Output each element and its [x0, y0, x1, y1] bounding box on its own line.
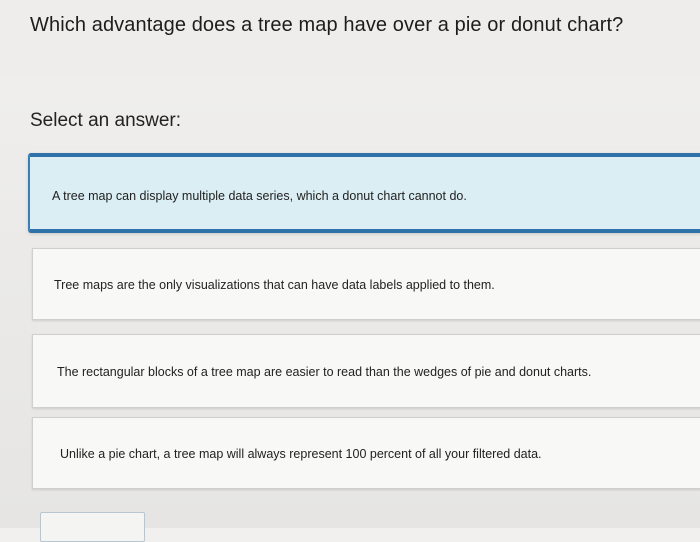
- answer-option-4-text: Unlike a pie chart, a tree map will always represent 100 percent of all your filtered data.: [60, 447, 542, 461]
- answer-option-3[interactable]: [32, 334, 700, 408]
- next-button[interactable]: [40, 512, 145, 542]
- answer-option-1-text: A tree map can display multiple data series, which a donut chart cannot do.: [52, 189, 467, 203]
- question-band: [0, 0, 700, 78]
- answer-option-2-text: Tree maps are the only visualizations that can have data labels applied to them.: [54, 278, 495, 292]
- select-answer-label: Select an answer:: [30, 110, 182, 131]
- answer-option-1[interactable]: [28, 153, 700, 233]
- question-text: Which advantage does a tree map have over a pie or donut chart?: [30, 14, 624, 36]
- answer-option-3-text: The rectangular blocks of a tree map are easier to read than the wedges of pie and donut charts.: [57, 365, 592, 379]
- answer-option-4[interactable]: [32, 417, 700, 489]
- answer-option-2[interactable]: [32, 248, 700, 320]
